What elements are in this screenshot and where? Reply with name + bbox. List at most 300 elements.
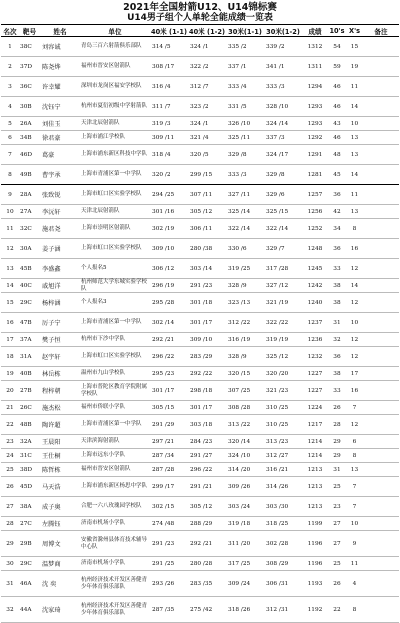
rank-cell: 24 xyxy=(1,449,19,463)
unit-cell: 杭州师范大学东城实验学校队 xyxy=(80,279,150,293)
table-row xyxy=(1,97,399,117)
remarks-cell xyxy=(363,293,399,313)
rank-cell: 25 xyxy=(1,463,19,477)
target-cell: 30A xyxy=(19,239,40,259)
rank-cell: 8 xyxy=(1,165,19,185)
athlete-name: 马天浩 xyxy=(40,477,80,497)
col-40m-2: 40米 (1-2) xyxy=(188,25,226,37)
remarks-cell xyxy=(363,57,399,77)
athlete-name: 樊子恒 xyxy=(40,333,80,347)
total-score: 1248 xyxy=(302,239,328,259)
x-count: 8 xyxy=(346,449,363,463)
score-30m-1: 326 /10 xyxy=(226,117,264,131)
total-score: 1237 xyxy=(302,313,328,333)
remarks-cell xyxy=(363,259,399,279)
x-count: 6 xyxy=(346,435,363,449)
total-score: 1256 xyxy=(302,205,328,219)
x-count: 12 xyxy=(346,259,363,279)
score-30m-2: 310 /25 xyxy=(264,401,302,415)
unit-cell: 福州市侨联小学队 xyxy=(80,401,150,415)
score-40m-1: 301 /17 xyxy=(150,381,188,401)
remarks-cell xyxy=(363,37,399,57)
unit-cell: 福州市晋安区射箭队 xyxy=(80,57,150,77)
score-30m-2: 316 /21 xyxy=(264,463,302,477)
x-count: 4 xyxy=(346,571,363,597)
rank-cell: 30 xyxy=(1,557,19,571)
target-cell: 29C xyxy=(19,293,40,313)
total-score: 1224 xyxy=(302,401,328,415)
score-30m-1: 335 /2 xyxy=(226,37,264,57)
score-40m-1: 302 /14 xyxy=(150,313,188,333)
tens-count: 28 xyxy=(328,415,346,435)
remarks-cell xyxy=(363,347,399,367)
unit-cell: 上海市浦东新区杨思中学队 xyxy=(80,477,150,497)
rank-cell: 16 xyxy=(1,313,19,333)
remarks-cell xyxy=(363,463,399,477)
score-40m-1: 319 /3 xyxy=(150,117,188,131)
score-40m-1: 308 /17 xyxy=(150,57,188,77)
table-row xyxy=(1,313,399,333)
unit-cell: 合肥一六八玫瑰园学校队 xyxy=(80,497,150,517)
x-count: 12 xyxy=(346,333,363,347)
athlete-name: 周博文 xyxy=(40,531,80,557)
score-40m-1: 302 /15 xyxy=(150,497,188,517)
x-count: 7 xyxy=(346,401,363,415)
target-cell: 29C xyxy=(19,557,40,571)
x-count: 8 xyxy=(346,597,363,623)
score-30m-2: 328 /10 xyxy=(264,97,302,117)
score-40m-1: 295 /23 xyxy=(150,367,188,381)
x-count: 11 xyxy=(346,185,363,205)
score-30m-2: 329 /8 xyxy=(264,165,302,185)
unit-cell: 个人报名3 xyxy=(80,293,150,313)
score-40m-2: 306 /11 xyxy=(188,219,226,239)
tens-count: 36 xyxy=(328,185,346,205)
athlete-name: 李沅轩 xyxy=(40,205,80,219)
remarks-cell xyxy=(363,97,399,117)
table-row xyxy=(1,259,399,279)
athlete-name: 杨梓涵 xyxy=(40,293,80,313)
table-row xyxy=(1,219,399,239)
total-score: 1214 xyxy=(302,435,328,449)
target-cell: 46D xyxy=(19,145,40,165)
score-40m-2: 292 /22 xyxy=(188,367,226,381)
score-40m-2: 303 /18 xyxy=(188,415,226,435)
score-40m-1: 316 /4 xyxy=(150,77,188,97)
total-score: 1291 xyxy=(302,145,328,165)
x-count: 16 xyxy=(346,239,363,259)
remarks-cell xyxy=(363,517,399,531)
target-cell: 36C xyxy=(19,77,40,97)
unit-cell: 深圳市龙岗区福安学校队 xyxy=(80,77,150,97)
score-30m-1: 316 /19 xyxy=(226,333,264,347)
athlete-name: 姜子涵 xyxy=(40,239,80,259)
col-remarks: 备注 xyxy=(363,25,399,37)
table-row xyxy=(1,239,399,259)
score-30m-1: 325 /14 xyxy=(226,205,264,219)
score-40m-2: 299 /15 xyxy=(188,165,226,185)
remarks-cell xyxy=(363,239,399,259)
table-row xyxy=(1,381,399,401)
table-row xyxy=(1,185,399,205)
score-40m-1: 306 /12 xyxy=(150,259,188,279)
table-row xyxy=(1,117,399,131)
rank-cell: 3 xyxy=(1,77,19,97)
score-40m-2: 280 /38 xyxy=(188,239,226,259)
score-30m-2: 329 /7 xyxy=(264,239,302,259)
unit-cell: 上海市虹口区实验学校队 xyxy=(80,347,150,367)
rank-cell: 1 xyxy=(1,37,19,57)
remarks-cell xyxy=(363,381,399,401)
target-cell: 27B xyxy=(19,381,40,401)
rank-cell: 12 xyxy=(1,239,19,259)
score-30m-1: 303 /24 xyxy=(226,497,264,517)
score-40m-1: 318 /4 xyxy=(150,145,188,165)
target-cell: 32A xyxy=(19,435,40,449)
total-score: 1193 xyxy=(302,571,328,597)
score-30m-2: 322 /14 xyxy=(264,219,302,239)
tens-count: 46 xyxy=(328,131,346,145)
tens-count: 36 xyxy=(328,239,346,259)
score-30m-2: 314 /26 xyxy=(264,477,302,497)
score-40m-1: 297 /21 xyxy=(150,435,188,449)
tens-count: 42 xyxy=(328,205,346,219)
total-score: 1199 xyxy=(302,517,328,531)
score-40m-1: 292 /21 xyxy=(150,333,188,347)
score-30m-1: 322 /14 xyxy=(226,219,264,239)
total-score: 1236 xyxy=(302,333,328,347)
score-40m-2: 307 /11 xyxy=(188,185,226,205)
tens-count: 38 xyxy=(328,367,346,381)
table-row xyxy=(1,131,399,145)
score-30m-2: 325 /12 xyxy=(264,347,302,367)
target-cell: 38A xyxy=(19,497,40,517)
table-row xyxy=(1,571,399,597)
score-30m-2: 313 /23 xyxy=(264,435,302,449)
score-40m-2: 324 /1 xyxy=(188,117,226,131)
score-30m-1: 318 /26 xyxy=(226,597,264,623)
tens-count: 32 xyxy=(328,333,346,347)
score-30m-2: 321 /23 xyxy=(264,381,302,401)
col-30m-1: 30米(1-1) xyxy=(226,25,264,37)
score-30m-1: 325 /11 xyxy=(226,131,264,145)
score-40m-2: 283 /29 xyxy=(188,347,226,367)
score-40m-2: 280 /28 xyxy=(188,557,226,571)
score-30m-1: 330 /6 xyxy=(226,239,264,259)
unit-cell: 济南市机场小学队 xyxy=(80,557,150,571)
total-score: 1311 xyxy=(302,57,328,77)
rank-cell: 28 xyxy=(1,517,19,531)
x-count: 8 xyxy=(346,219,363,239)
x-count: 13 xyxy=(346,145,363,165)
total-score: 1293 xyxy=(302,97,328,117)
athlete-name: 王晨阳 xyxy=(40,435,80,449)
score-30m-2: 317 /28 xyxy=(264,259,302,279)
tens-count: 34 xyxy=(328,219,346,239)
remarks-cell xyxy=(363,185,399,205)
rank-cell: 9 xyxy=(1,185,19,205)
total-score: 1252 xyxy=(302,219,328,239)
remarks-cell xyxy=(363,497,399,517)
rank-cell: 31 xyxy=(1,571,19,597)
table-row xyxy=(1,463,399,477)
total-score: 1217 xyxy=(302,415,328,435)
target-cell: 47B xyxy=(19,313,40,333)
target-cell: 27C xyxy=(19,517,40,531)
score-40m-2: 291 /23 xyxy=(188,279,226,293)
target-cell: 46A xyxy=(19,571,40,597)
tens-count: 31 xyxy=(328,463,346,477)
score-40m-2: 291 /27 xyxy=(188,449,226,463)
target-cell: 26C xyxy=(19,401,40,415)
score-40m-2: 303 /14 xyxy=(188,259,226,279)
table-row xyxy=(1,279,399,293)
unit-cell: 上海市浦江学校队 xyxy=(80,131,150,145)
x-count: 7 xyxy=(346,497,363,517)
athlete-name: 沈 奕 xyxy=(40,571,80,597)
athlete-name: 左腾钰 xyxy=(40,517,80,531)
athlete-name: 刘容诚 xyxy=(40,37,80,57)
table-header xyxy=(1,25,399,37)
tens-count: 38 xyxy=(328,279,346,293)
target-cell: 37A xyxy=(19,333,40,347)
x-count: 15 xyxy=(346,37,363,57)
total-score: 1293 xyxy=(302,117,328,131)
athlete-name: 戚旭洋 xyxy=(40,279,80,293)
x-count: 10 xyxy=(346,117,363,131)
unit-cell: 杭州经济技术开发区善健青少年体育俱乐部队 xyxy=(80,571,150,597)
score-40m-2: 284 /23 xyxy=(188,435,226,449)
score-40m-1: 296 /19 xyxy=(150,279,188,293)
score-30m-2: 312 /31 xyxy=(264,597,302,623)
tens-count: 26 xyxy=(328,401,346,415)
total-score: 1240 xyxy=(302,293,328,313)
page-subtitle: U14男子组个人单轮全能成绩一览表 xyxy=(127,13,273,23)
tens-count: 38 xyxy=(328,293,346,313)
total-score: 1227 xyxy=(302,367,328,381)
score-30m-1: 327 /11 xyxy=(226,185,264,205)
rank-cell: 32 xyxy=(1,597,19,623)
score-30m-1: 329 /8 xyxy=(226,145,264,165)
col-xs: X's xyxy=(346,25,363,37)
score-30m-1: 309 /26 xyxy=(226,477,264,497)
unit-cell: 杭州市夏衍初级中学射箭队 xyxy=(80,97,150,117)
unit-cell: 上海市青浦区第一中学队 xyxy=(80,313,150,333)
total-score: 1245 xyxy=(302,259,328,279)
score-30m-2: 312 /27 xyxy=(264,449,302,463)
x-count: 14 xyxy=(346,97,363,117)
tens-count: 36 xyxy=(328,347,346,367)
rank-cell: 5 xyxy=(1,117,19,131)
rank-cell: 29 xyxy=(1,531,19,557)
unit-cell: 青岛三百六射箭俱乐部队 xyxy=(80,37,150,57)
rank-cell: 18 xyxy=(1,347,19,367)
x-count: 12 xyxy=(346,347,363,367)
rank-cell: 23 xyxy=(1,435,19,449)
athlete-name: 曹宇承 xyxy=(40,165,80,185)
score-30m-2: 333 /3 xyxy=(264,77,302,97)
remarks-cell xyxy=(363,477,399,497)
score-40m-1: 294 /25 xyxy=(150,185,188,205)
rank-cell: 21 xyxy=(1,401,19,415)
total-score: 1281 xyxy=(302,165,328,185)
target-cell: 38D xyxy=(19,463,40,477)
remarks-cell xyxy=(363,571,399,597)
x-count: 13 xyxy=(346,463,363,477)
score-30m-1: 320 /15 xyxy=(226,367,264,381)
total-score: 1242 xyxy=(302,279,328,293)
remarks-cell xyxy=(363,401,399,415)
rank-cell: 14 xyxy=(1,279,19,293)
tens-count: 54 xyxy=(328,37,346,57)
score-30m-2: 337 /3 xyxy=(264,131,302,145)
rank-cell: 20 xyxy=(1,381,19,401)
x-count: 11 xyxy=(346,77,363,97)
score-30m-1: 319 /18 xyxy=(226,517,264,531)
x-count: 10 xyxy=(346,517,363,531)
tens-count: 46 xyxy=(328,77,346,97)
tens-count: 27 xyxy=(328,531,346,557)
rank-cell: 19 xyxy=(1,367,19,381)
score-30m-2: 310 /25 xyxy=(264,415,302,435)
unit-cell: 天津北辰射箭队 xyxy=(80,117,150,131)
total-score: 1292 xyxy=(302,131,328,145)
remarks-cell xyxy=(363,219,399,239)
total-score: 1257 xyxy=(302,185,328,205)
score-40m-1: 309 /11 xyxy=(150,131,188,145)
table-row xyxy=(1,205,399,219)
target-cell: 44A xyxy=(19,597,40,623)
score-30m-1: 314 /20 xyxy=(226,463,264,477)
tens-count: 22 xyxy=(328,597,346,623)
score-30m-1: 311 /20 xyxy=(226,531,264,557)
score-40m-2: 301 /17 xyxy=(188,401,226,415)
score-40m-2: 298 /18 xyxy=(188,381,226,401)
remarks-cell xyxy=(363,415,399,435)
score-30m-2: 320 /20 xyxy=(264,367,302,381)
x-count: 12 xyxy=(346,293,363,313)
total-score: 1312 xyxy=(302,37,328,57)
unit-cell: 上海市普陀区教育学院附属学校队 xyxy=(80,381,150,401)
tens-count: 43 xyxy=(328,117,346,131)
remarks-cell xyxy=(363,557,399,571)
score-40m-2: 301 /17 xyxy=(188,313,226,333)
remarks-cell xyxy=(363,449,399,463)
remarks-cell xyxy=(363,367,399,381)
unit-cell: 天津滨海射箭队 xyxy=(80,435,150,449)
score-30m-2: 306 /31 xyxy=(264,571,302,597)
tens-count: 25 xyxy=(328,557,346,571)
tens-count: 25 xyxy=(328,477,346,497)
score-30m-2: 327 /12 xyxy=(264,279,302,293)
score-30m-2: 324 /17 xyxy=(264,145,302,165)
rank-cell: 26 xyxy=(1,477,19,497)
athlete-name: 成子奥 xyxy=(40,497,80,517)
score-30m-1: 320 /14 xyxy=(226,435,264,449)
table-row xyxy=(1,367,399,381)
total-score: 1196 xyxy=(302,531,328,557)
table-row xyxy=(1,145,399,165)
score-30m-1: 317 /25 xyxy=(226,557,264,571)
unit-cell: 上海市虹口区实验学校队 xyxy=(80,239,150,259)
rank-cell: 22 xyxy=(1,415,19,435)
score-40m-1: 295 /28 xyxy=(150,293,188,313)
unit-cell: 济南市机场小学队 xyxy=(80,517,150,531)
target-cell: 27A xyxy=(19,205,40,219)
x-count: 13 xyxy=(346,205,363,219)
total-score: 1213 xyxy=(302,463,328,477)
table-row xyxy=(1,165,399,185)
score-40m-1: 274 /48 xyxy=(150,517,188,531)
score-30m-1: 337 /1 xyxy=(226,57,264,77)
score-40m-2: 291 /21 xyxy=(188,477,226,497)
table-row xyxy=(1,497,399,517)
score-40m-1: 305 /15 xyxy=(150,401,188,415)
athlete-name: 林岳栋 xyxy=(40,367,80,381)
score-40m-2: 296 /22 xyxy=(188,463,226,477)
x-count: 17 xyxy=(346,367,363,381)
score-40m-1: 302 /19 xyxy=(150,219,188,239)
score-30m-2: 303 /30 xyxy=(264,497,302,517)
rank-cell: 27 xyxy=(1,497,19,517)
score-40m-2: 305 /12 xyxy=(188,497,226,517)
target-cell: 40B xyxy=(19,367,40,381)
score-40m-1: 296 /22 xyxy=(150,347,188,367)
col-30m-2: 30米(1-2) xyxy=(264,25,302,37)
unit-cell: 上海市青浦区第一中学队 xyxy=(80,165,150,185)
score-40m-2: 324 /1 xyxy=(188,37,226,57)
score-40m-1: 291 /29 xyxy=(150,415,188,435)
score-30m-2: 341 /1 xyxy=(264,57,302,77)
score-30m-2: 329 /6 xyxy=(264,185,302,205)
remarks-cell xyxy=(363,597,399,623)
target-cell: 26A xyxy=(19,117,40,131)
table-row xyxy=(1,347,399,367)
target-cell: 32C xyxy=(19,219,40,239)
col-name: 姓名 xyxy=(40,25,80,37)
results-body xyxy=(1,37,399,623)
unit-cell: 上海市远东小学队 xyxy=(80,449,150,463)
table-row xyxy=(1,477,399,497)
remarks-cell xyxy=(363,145,399,165)
x-count: 14 xyxy=(346,279,363,293)
score-40m-2: 283 /35 xyxy=(188,571,226,597)
table-row xyxy=(1,333,399,347)
athlete-name: 陈哲栋 xyxy=(40,463,80,477)
tens-count: 48 xyxy=(328,145,346,165)
rank-cell: 15 xyxy=(1,293,19,313)
unit-cell: 天津北辰射箭队 xyxy=(80,205,150,219)
target-cell: 45D xyxy=(19,477,40,497)
page-title: 2021年全国射箭U12、U14锦标赛 xyxy=(123,2,277,13)
x-count: 14 xyxy=(346,165,363,185)
tens-count: 33 xyxy=(328,259,346,279)
score-40m-2: 275 /42 xyxy=(188,597,226,623)
target-cell: 31C xyxy=(19,449,40,463)
athlete-name: 张致锐 xyxy=(40,185,80,205)
rank-cell: 6 xyxy=(1,131,19,145)
tens-count: 31 xyxy=(328,313,346,333)
score-40m-1: 291 /25 xyxy=(150,557,188,571)
unit-cell: 上海市崇明区射箭队 xyxy=(80,219,150,239)
athlete-name: 施君尧 xyxy=(40,219,80,239)
total-score: 1196 xyxy=(302,557,328,571)
remarks-cell xyxy=(363,77,399,97)
x-count: 13 xyxy=(346,131,363,145)
score-30m-2: 339 /2 xyxy=(264,37,302,57)
tens-count: 29 xyxy=(328,435,346,449)
remarks-cell xyxy=(363,531,399,557)
